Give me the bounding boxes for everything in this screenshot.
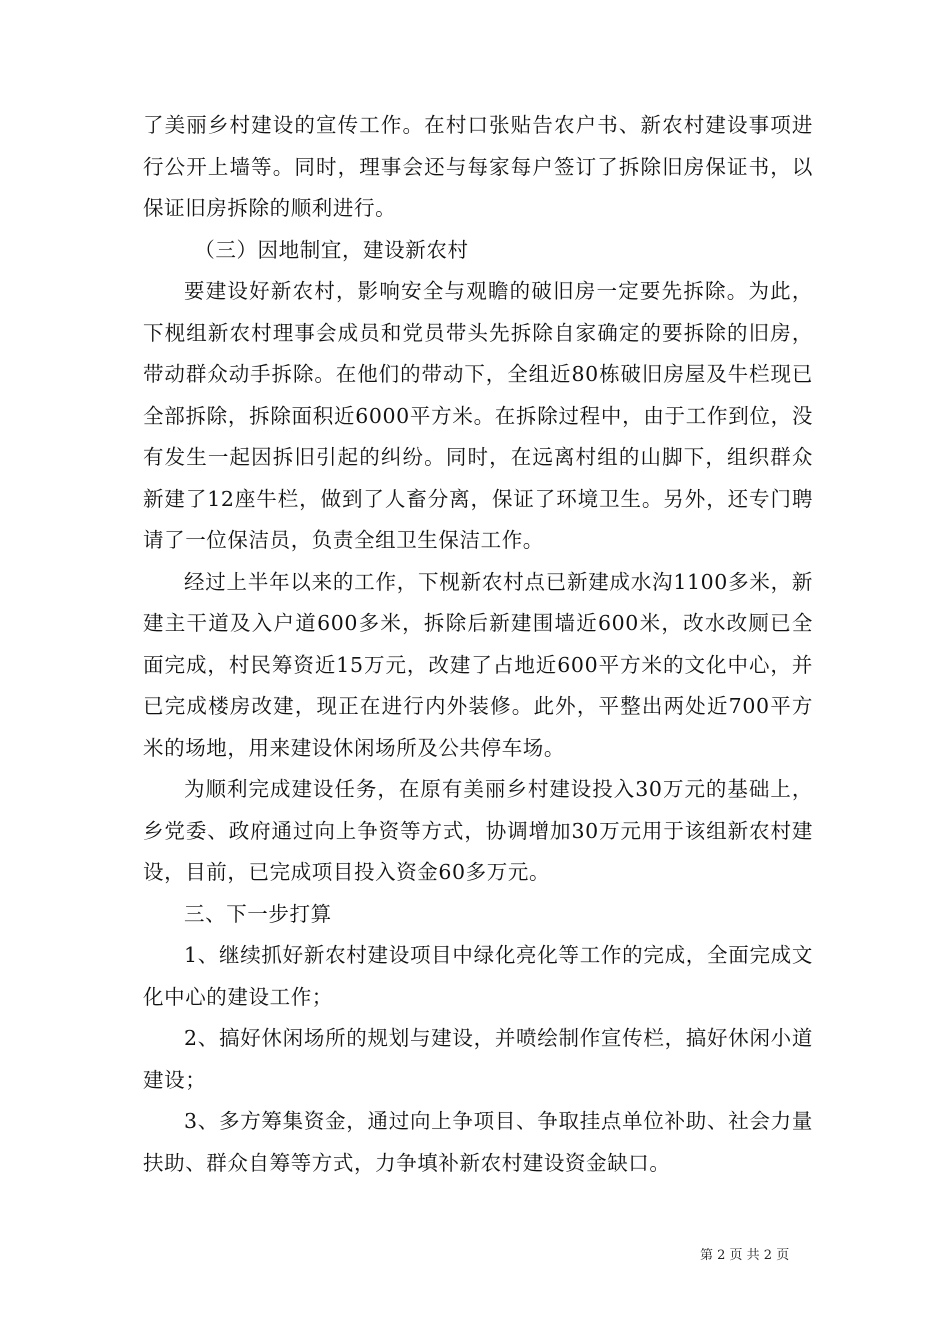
paragraph-progress: 经过上半年以来的工作，下枧新农村点已新建成水沟1100多米，新建主干道及入户道600多米，拆除后新建围墙近600米，改水改厕已全面完成，村民筹资近15万元，改建了占地近600平方米的文化中心，并已完成楼房改建，现正在进行内外装修。此外，平整出两处近700平方米的场地，用来建设休闲场所及公共停车场。 (143, 569, 813, 760)
page-number-footer: 第 2 页 共 2 页 (700, 1248, 790, 1263)
paragraph-continuation: 了美丽乡村建设的宣传工作。在村口张贴告农户书、新农村建设事项进行公开上墙等。同时，理事会还与每家每户签订了拆除旧房保证书，以保证旧房拆除的顺利进行。 (143, 113, 813, 220)
section-heading-next-steps: 三、下一步打算 (184, 901, 332, 926)
plan-item-2: 2、搞好休闲场所的规划与建设，并喷绘制作宣传栏，搞好休闲小道建设； (143, 1026, 813, 1092)
paragraph-funding: 为顺利完成建设任务，在原有美丽乡村建设投入30万元的基础上，乡党委、政府通过向上争资等方式，协调增加30万元用于该组新农村建设，目前，已完成项目投入资金60多万元。 (143, 777, 813, 884)
plan-item-1: 1、继续抓好新农村建设项目中绿化亮化等工作的完成，全面完成文化中心的建设工作； (143, 943, 813, 1009)
plan-item-3: 3、多方筹集资金，通过向上争项目、争取挂点单位补助、社会力量扶助、群众自筹等方式，力争填补新农村建设资金缺口。 (143, 1109, 813, 1175)
section-heading-3: （三）因地制宜，建设新农村 (194, 237, 469, 262)
paragraph-demolition: 要建设好新农村，影响安全与观瞻的破旧房一定要先拆除。为此，下枧组新农村理事会成员和党员带头先拆除自家确定的要拆除的旧房，带动群众动手拆除。在他们的带动下，全组近80栋破旧房屋及牛栏现已全部拆除，拆除面积近6000平方米。在拆除过程中，由于工作到位，没有发生一起因拆旧引起的纠纷。同时，在远离村组的山脚下，组织群众新建了12座牛栏，做到了人畜分离，保证了环境卫生。另外，还专门聘请了一位保洁员，负责全组卫生保洁工作。 (143, 279, 813, 552)
document-body (143, 105, 813, 1184)
